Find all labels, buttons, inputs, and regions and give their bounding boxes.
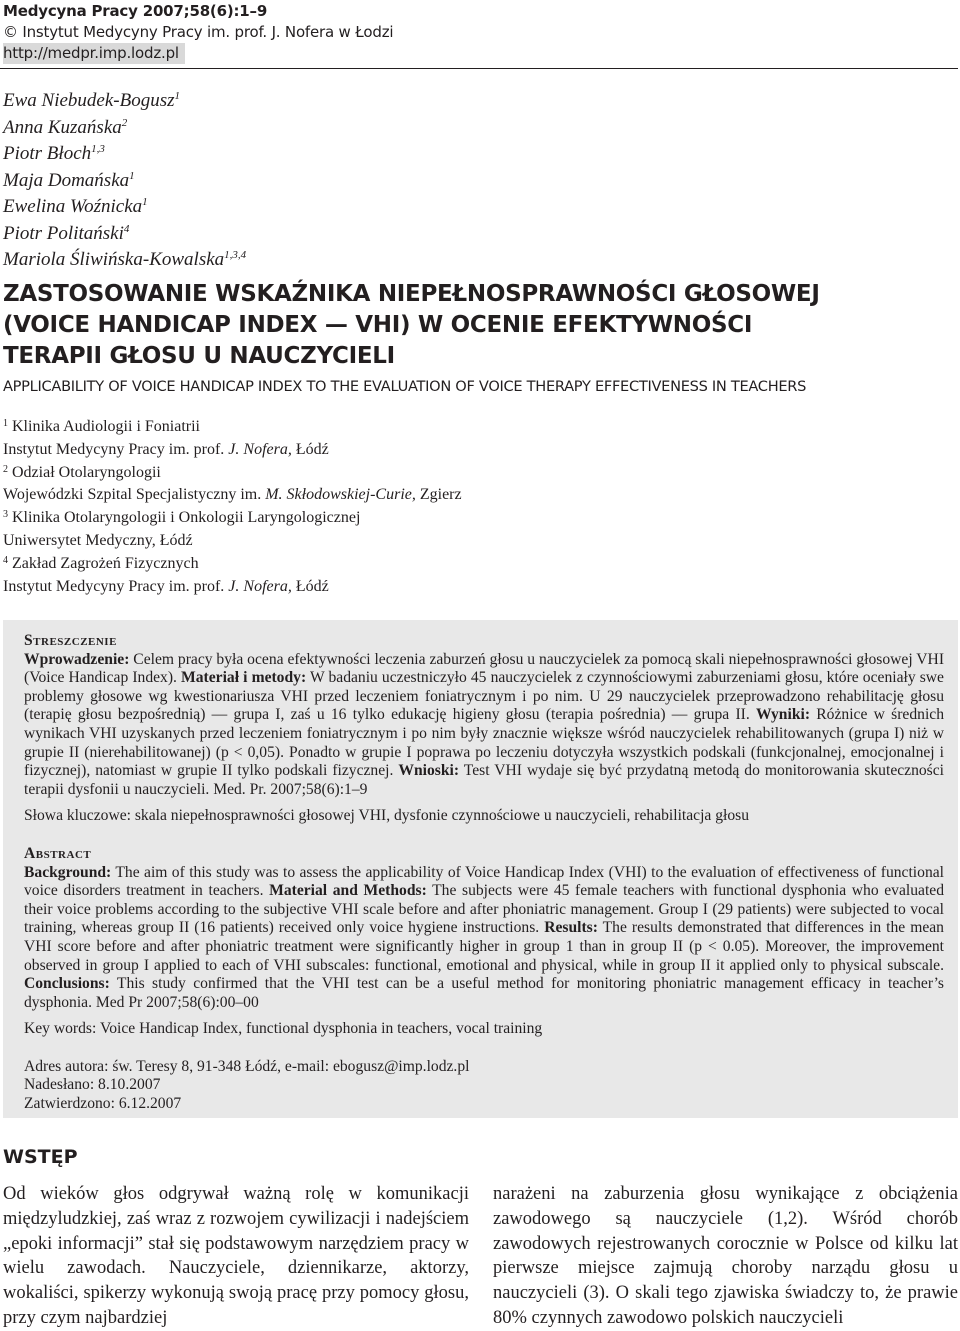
affiliation-line: $^2$ Odział Otolaryngologii — [3, 463, 161, 481]
streszczenie-text: Wprowadzenie: Celem pracy była ocena efektywności leczenia zaburzeń głosu u nauczycielek za pomocą skali niepełnosprawności głosowej VHI (Voice Handicap Index). Materiał i metody: W badaniu uczestniczyło 45 nauczycielek z czynnościowymi zaburzeniami głosu, które oceniały swe problemy głosowe wg kwestionariusza VHI przed leczeniem foniatrycznym i po nim. U 29 nauczycielek przeprowadzono rehabilitację głosu (terapię głosu bezpośrednią) — grupa I, zaś u 16 tylko edukację higieny głosu (terapia pośrednia) — grupa II. Wyniki: Różnice w średnich wynikach VHI uzyskanych przed leczeniem foniatrycznym i po nim były znacznie większe wśród nauczycielek rehabilitowanych (grupa I) niż w grupie II (nierehabilitowanej) (p < 0,05). Ponadto w grupie I poprawa po leczeniu dotyczyła wszystkich podskali (funkcjonalnej, emocjonalnej i fizycznej), natomiast w grupie II tylko podskali fizycznej. Wnioski: Test VHI wydaje się być przydatną metodą do monitorowania skuteczności terapii dysfonii u nauczycieli. Med. Pr. 2007;58(6):1–9 — [24, 650, 945, 798]
body-column-left: Od wieków głos odgrywał ważną rolę w komunikacji międzyludzkiej, zaś wraz z rozwojem cywilizacji i nadejściem „epoki informacji” stał się podstawowym narzędziem pracy w wielu zawodach. Nauczyciele, dziennikarze, aktorzy, wokaliści, spikerzy wykonują swoją pracę przy pomocy głosu, przy czym najbardziej — [3, 1184, 469, 1328]
affiliations — [3, 416, 462, 598]
abstract-text: Background: The aim of this study was to assess the applicability of Voice Handicap Index (VHI) to the evaluation of effectiveness of functional voice disorders treatment in teachers. Material and Methods: The subjects were 45 female teachers with functional dysphonia who evaluated their voice problems according to the subjective VHI scale before and after phoniatric management. Group I (29 patients) were subjected to vocal training, whereas group II (16 patients) received only voice hygiene instructions. Results: The results demonstrated that differences in the mean VHI score before and after phoniatric treatment were significantly higher in group 1 than in group II (p < 0.05). Moreover, the improvement observed in group I applied to each of VHI subscales: functional, emotional and physical, while in group II it applied only to physical subscale. Conclusions: This study confirmed that the VHI test can be a useful method for monitoring phoniatric management efficacy in teacher’s dysphonia. Med Pr 2007;58(6):00–00 — [24, 863, 945, 1011]
approved-date: Zatwierdzono: 6.12.2007 — [24, 1095, 182, 1113]
key-words: Key words: Voice Handicap Index, functional dysphonia in teachers, vocal training — [24, 1020, 543, 1038]
author: Piotr Politański$^4$ — [3, 222, 130, 244]
streszczenie-heading: Streszczenie — [24, 632, 117, 649]
author: Anna Kuzańska$^2$ — [3, 116, 128, 138]
author: Maja Domańska$^1$ — [3, 169, 135, 191]
affiliation-line: Uniwersytet Medyczny, Łódź — [3, 531, 193, 549]
author: Ewa Niebudek-Bogusz$^1$ — [3, 90, 181, 111]
article-title-english: APPLICABILITY OF VOICE HANDICAP INDEX TO THE EVALUATION OF VOICE THERAPY EFFECTIVENESS IN TEACHERS — [3, 378, 807, 395]
journal-citation: Medycyna Pracy 2007;58(6):1–9 — [3, 2, 268, 20]
author-address: Adres autora: św. Teresy 8, 91-348 Łódź, e-mail: ebogusz@imp.lodz.pl — [24, 1057, 470, 1075]
section-heading: WSTĘP — [3, 1146, 78, 1168]
journal-url-link[interactable]: http://medpr.imp.lodz.pl — [3, 43, 185, 64]
journal-header — [3, 1, 603, 64]
abstract-box — [3, 620, 958, 1118]
received-date: Nadesłano: 8.10.2007 — [24, 1076, 161, 1094]
author: Ewelina Woźnicka$^1$ — [3, 196, 148, 217]
affiliation-line: Instytut Medycyny Pracy im. prof. J. Nofera, Łódź — [3, 440, 329, 458]
header-rule — [0, 68, 958, 69]
abstract-heading: Abstract — [24, 844, 92, 862]
affiliation-line: Instytut Medycyny Pracy im. prof. J. Nofera, Łódź — [3, 577, 329, 595]
author: Piotr Błoch$^{1,3}$ — [3, 143, 105, 164]
slowa-kluczowe: Słowa kluczowe: skala niepełnosprawności głosowej VHI, dysfonie czynnościowe u nauczycieli, rehabilitacja głosu — [24, 807, 750, 825]
author-list — [3, 88, 246, 274]
affiliation-line: Wojewódzki Szpital Specjalistyczny im. M. Skłodowskiej-Curie, Zgierz — [3, 486, 462, 504]
body-column-right: narażeni na zaburzenia głosu wynikające z obciążenia zawodowego są nauczyciele (1,2). Wśród chorób zawodowych rejestrowanych corocznie w Polsce od kilku lat pierwsze miejsce zajmują choroby narządu głosu u nauczycieli (3). O skali tego zjawiska świadczy to, że prawie 80% czynnych zawodowo polskich nauczycieli — [493, 1184, 958, 1328]
copyright-line: © Instytut Medycyny Pracy im. prof. J. Nofera w Łodzi — [3, 23, 394, 41]
article-title: ZASTOSOWANIE WSKAŹNIKA NIEPEŁNOSPRAWNOŚCI GŁOSOWEJ (VOICE HANDICAP INDEX — VHI) W OCENIE EFEKTYWNOŚCI TERAPII GŁOSU U NAUCZYCIELI — [3, 281, 820, 369]
affiliation-line: $^3$ Klinika Otolaryngologii i Onkologii Laryngologicznej — [3, 509, 361, 527]
author: Mariola Śliwińska-Kowalska$^{1,3,4}$ — [3, 249, 247, 270]
affiliation-line: $^1$ Klinika Audiologii i Foniatrii — [3, 418, 200, 435]
affiliation-line: $^4$ Zakład Zagrożeń Fizycznych — [3, 554, 199, 572]
